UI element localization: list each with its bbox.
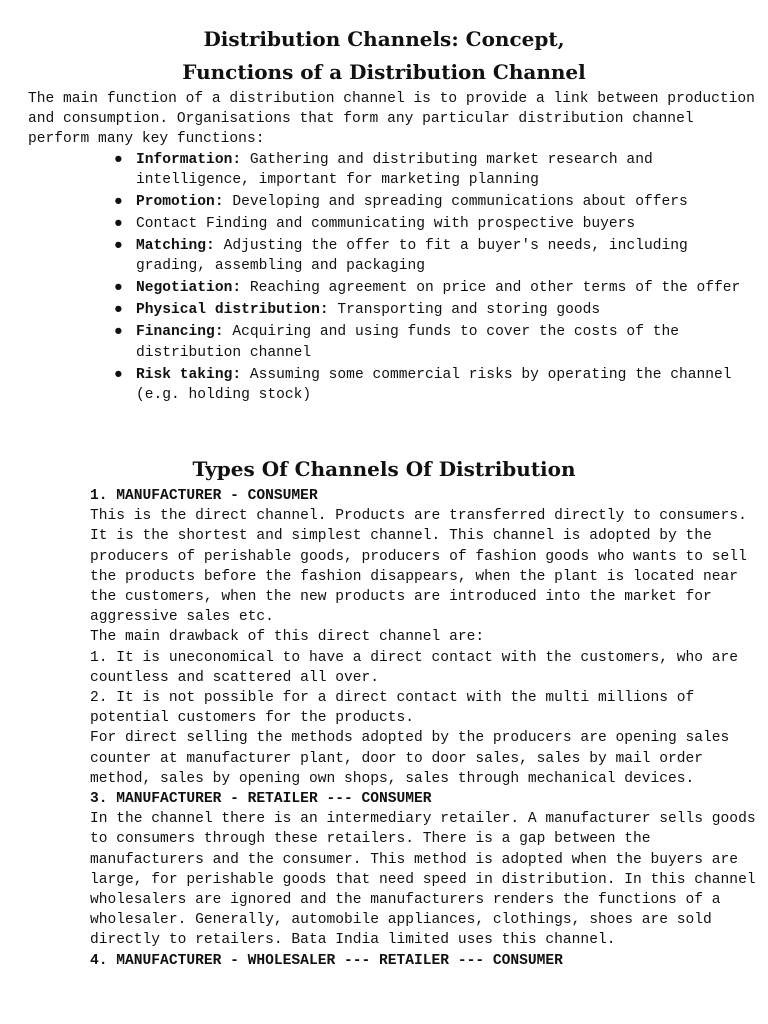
function-term: Negotiation: — [136, 280, 242, 297]
paragraph-drawback-2: 2. It is not possible for a direct contact with the multi millions of potential customers for the products. — [90, 690, 695, 727]
intro-paragraph: The main function of a distribution channel is to provide a link between production and consumption. Organisations that form any particular distribution channel perform many key functions: — [28, 91, 755, 148]
list-item — [112, 236, 752, 276]
bullet-icon: ● — [114, 324, 123, 341]
function-term: Physical distribution: — [136, 302, 329, 319]
paragraph-retailer-channel: In the channel there is an intermediary retailer. A manufacturer sells goods to consumers through these retailers. There is a gap between the manufacturers and the consumer. This method is adopted when the buyers are large, for perishable goods that need speed in distribution. In this channel wholesalers are ignored and the manufacturers renders the functions of a wholesaler. Generally, automobile appliances, clothings, shoes are sold directly to retailers. Bata India limited uses this channel. — [90, 811, 756, 949]
page-title-line-2: Functions of a Distribution Channel — [182, 60, 586, 84]
page-title — [0, 23, 768, 89]
bullet-icon: ● — [114, 152, 123, 168]
types-heading: Types Of Channels Of Distribution — [192, 457, 576, 481]
paragraph-direct-channel: This is the direct channel. Products are transferred directly to consumers. It is the shortest and simplest channel. This channel is adopted by the producers of perishable goods, producers of fashion goods who wants to sell the products before the fashion disappears, when the plant is located near the customers, when the new products are introduced into the market for aggressive sales etc. — [90, 508, 747, 626]
paragraph-drawback-1: 1. It is uneconomical to have a direct contact with the customers, who are countless and scattered all over. — [90, 649, 739, 686]
function-term: Matching: — [136, 238, 215, 255]
list-item — [112, 322, 752, 362]
types-section — [90, 486, 760, 971]
function-term: Information: — [136, 152, 242, 168]
function-text: Adjusting the offer to fit a buyer's needs, including grading, assembling and packaging — [136, 238, 688, 275]
function-term: Risk taking: — [136, 366, 242, 383]
function-text: Developing and spreading communications about offers — [223, 194, 688, 211]
bullet-icon: ● — [114, 302, 123, 319]
function-text: Reaching agreement on price and other terms of the offer — [241, 280, 741, 297]
function-text: Acquiring and using funds to cover the costs of the distribution channel — [136, 324, 679, 361]
bullet-icon: ● — [114, 366, 123, 383]
function-text: Gathering and distributing market research and intelligence, important for marketing planning — [136, 152, 653, 189]
bullet-icon: ● — [114, 238, 123, 255]
subheading-manufacturer-retailer-consumer: 3. MANUFACTURER - RETAILER --- CONSUMER — [90, 791, 432, 808]
bullet-icon: ● — [114, 280, 123, 297]
list-item — [112, 365, 752, 405]
list-item — [112, 150, 752, 190]
functions-list — [112, 150, 752, 407]
paragraph-direct-selling-methods: For direct selling the methods adopted by the producers are opening sales counter at manufacturer plant, door to door sales, sales by mail order method, sales by opening own shops, sales through mechanical devices. — [90, 730, 730, 787]
bullet-icon: ● — [114, 194, 123, 211]
function-text: Assuming some commercial risks by operating the channel (e.g. holding stock) — [136, 366, 732, 403]
list-item — [112, 214, 752, 234]
function-term: Promotion: — [136, 194, 224, 211]
function-text: Transporting and storing goods — [328, 302, 601, 319]
subheading-manufacturer-consumer: 1. MANUFACTURER - CONSUMER — [90, 488, 318, 504]
page-title-line-1: Distribution Channels: Concept, — [203, 27, 565, 51]
paragraph-drawbacks-intro: The main drawback of this direct channel are: — [90, 629, 485, 646]
list-item — [112, 300, 752, 320]
list-item — [112, 278, 752, 298]
subheading-manufacturer-wholesaler-retailer-consumer: 4. MANUFACTURER - WHOLESALER --- RETAILER --- CONSUMER — [90, 952, 563, 969]
function-term: Financing: — [136, 324, 224, 341]
function-text: Contact Finding and communicating with prospective buyers — [136, 216, 636, 233]
list-item — [112, 192, 752, 212]
bullet-icon: ● — [114, 216, 123, 233]
